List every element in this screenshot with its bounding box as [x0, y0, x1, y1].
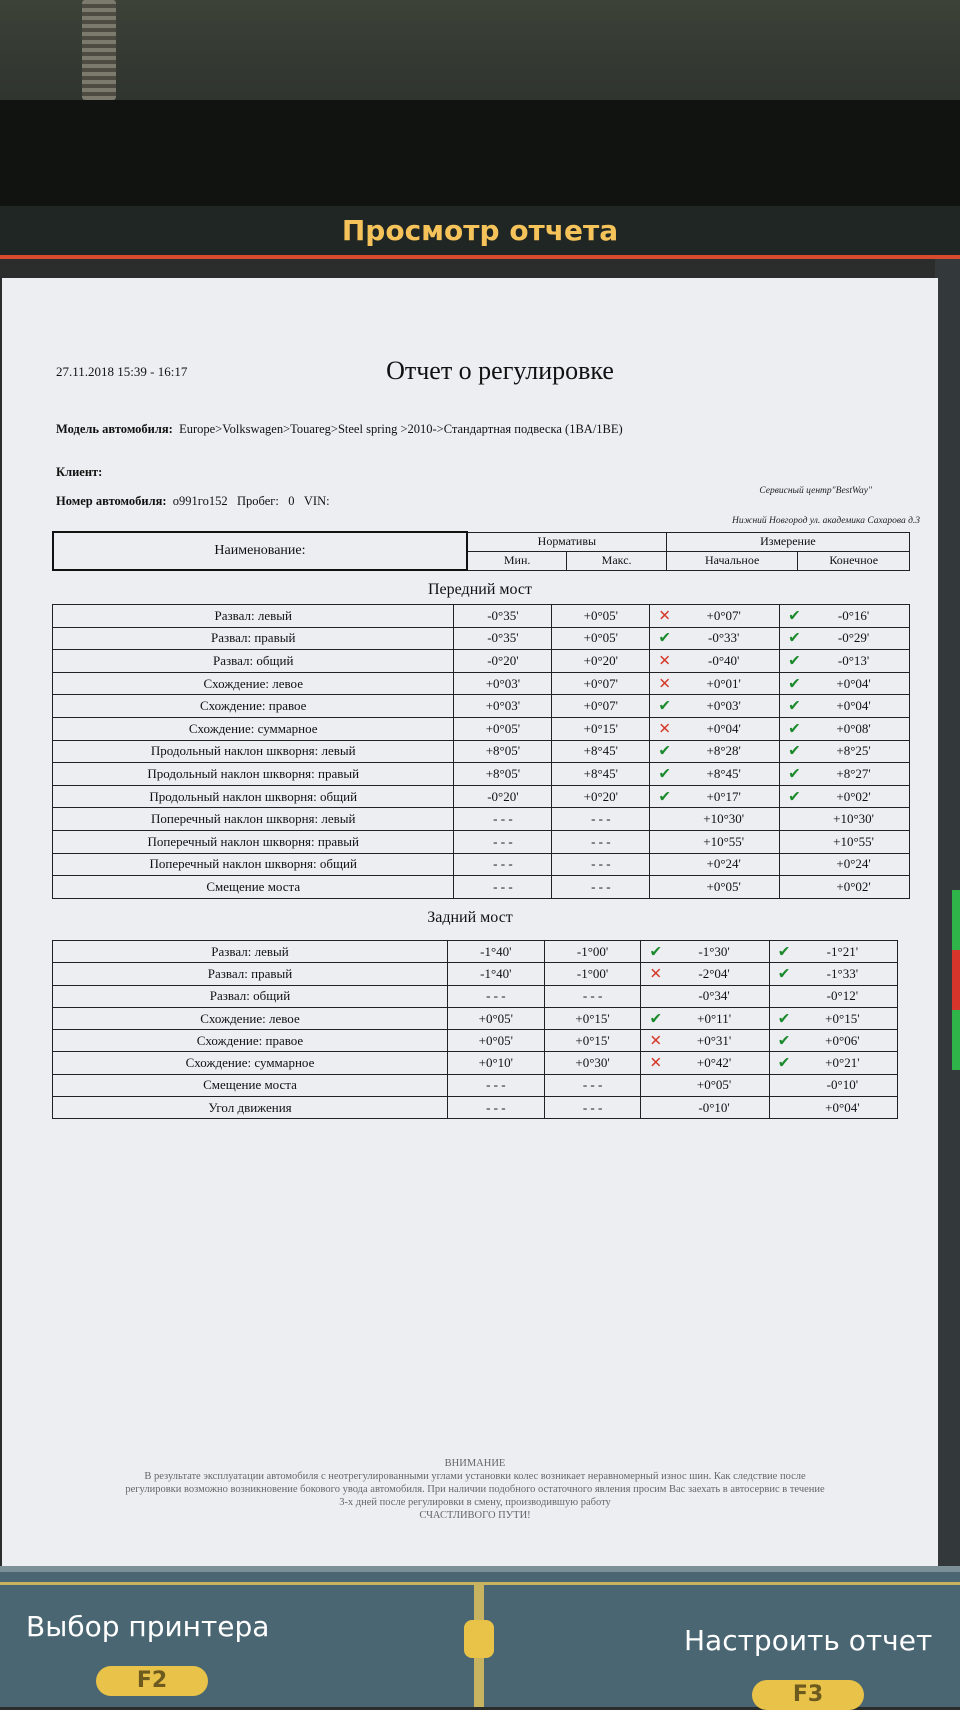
table-row [53, 876, 910, 899]
service-address: Нижний Новгород ул. академика Сахарова д.3 [732, 516, 920, 526]
table-row [53, 1097, 898, 1119]
app-header [0, 206, 960, 256]
measure-initial: -0°33' [708, 630, 740, 646]
table-row [53, 627, 910, 650]
col-min: Мин. [467, 551, 567, 570]
param-name-cell: Поперечный наклон шкворня: левый [53, 808, 454, 831]
col-norms: Нормативы [467, 532, 666, 551]
measure-final-cell [780, 785, 910, 808]
check-icon: ✔ [777, 1053, 791, 1072]
param-name-cell: Продольный наклон шкворня: общий [53, 785, 454, 808]
measure-final: +0°02' [836, 878, 871, 894]
check-icon: ✔ [658, 628, 671, 647]
norm-min-cell: - - - [447, 1074, 544, 1096]
select-printer-button[interactable]: Выбор принтера [26, 1610, 270, 1643]
measure-final: +0°24' [836, 856, 871, 872]
param-name-cell: Смещение моста [53, 1074, 448, 1096]
norm-max-cell: - - - [552, 853, 650, 876]
norm-max-cell: - - - [544, 985, 641, 1007]
measure-final-cell [769, 1052, 897, 1074]
norm-max-cell: +0°05' [552, 627, 650, 650]
check-icon: ✔ [788, 696, 801, 715]
measure-initial-cell [650, 650, 780, 673]
measure-final: -1°33' [826, 965, 859, 981]
table-row [53, 963, 898, 985]
param-name-cell: Поперечный наклон шкворня: общий [53, 853, 454, 876]
measure-final-cell [769, 985, 897, 1007]
background-bolt [82, 0, 116, 100]
table-row [53, 1007, 898, 1029]
warning-line-1: В результате эксплуатации автомобиля с неотрегулированными углами установки колес возникает неравномерный износ шин. Как следствие после [144, 1471, 806, 1482]
status-stripe-red [952, 950, 960, 1010]
plate-value: о991го152 [172, 494, 228, 508]
norm-min-cell: -0°35' [454, 627, 552, 650]
table-header [52, 531, 910, 571]
measure-initial: -0°34' [698, 988, 730, 1004]
measure-initial: +0°31' [696, 1032, 732, 1048]
check-icon: ✔ [658, 787, 671, 806]
report-page[interactable] [2, 278, 938, 1588]
table-row [53, 672, 910, 695]
warning-line-3: 3-х дней после регулировки в смену, производившую работу [339, 1497, 611, 1508]
norm-max-cell: +0°30' [544, 1052, 641, 1074]
norm-max-cell: - - - [544, 1097, 641, 1119]
check-icon: ✔ [788, 674, 801, 693]
measure-final-cell [780, 650, 910, 673]
norm-max-cell: +0°07' [552, 672, 650, 695]
norm-max-cell: +8°45' [552, 740, 650, 763]
measure-initial-cell [650, 717, 780, 740]
norm-min-cell: -1°40' [447, 963, 544, 985]
measure-initial: +0°17' [706, 788, 741, 804]
measure-final: +0°04' [836, 698, 871, 714]
cross-icon: ✕ [649, 1053, 663, 1072]
norm-min-cell: -0°35' [454, 605, 552, 628]
norm-min-cell: +0°05' [454, 717, 552, 740]
norm-max-cell: +8°45' [552, 763, 650, 786]
measure-initial-cell [650, 605, 780, 628]
norm-min-cell: - - - [454, 853, 552, 876]
table-row [53, 1052, 898, 1074]
measure-final-cell [780, 717, 910, 740]
param-name-cell: Поперечный наклон шкворня: правый [53, 830, 454, 853]
model-value: Europe>Volkswagen>Touareg>Steel spring >2010->Стандартная подвеска (1BA/1BE) [179, 422, 623, 436]
measure-final-cell [780, 808, 910, 831]
norm-max-cell: - - - [544, 1074, 641, 1096]
vehicle-plate [56, 494, 330, 509]
check-icon: ✔ [788, 764, 801, 783]
measure-initial-cell [641, 1097, 769, 1119]
check-icon: ✔ [788, 628, 801, 647]
norm-max-cell: +0°15' [544, 1030, 641, 1052]
measure-initial: +8°28' [706, 743, 741, 759]
measure-initial-cell [641, 941, 769, 963]
param-name-cell: Схождение: суммарное [53, 1052, 448, 1074]
norm-max-cell: - - - [552, 830, 650, 853]
measure-initial: +10°30' [703, 811, 745, 827]
status-stripe-green-2 [952, 1010, 960, 1070]
table-row [53, 985, 898, 1007]
col-final: Конечное [798, 551, 910, 570]
measure-final-cell [769, 1030, 897, 1052]
param-name-cell: Развал: левый [53, 941, 448, 963]
measure-final: -1°21' [826, 943, 859, 959]
measure-initial-cell [650, 808, 780, 831]
measure-initial-cell [650, 695, 780, 718]
vin-label: VIN: [303, 494, 330, 508]
check-icon: ✔ [658, 696, 671, 715]
check-icon: ✔ [777, 1009, 791, 1028]
norm-min-cell: - - - [447, 985, 544, 1007]
table-row [53, 650, 910, 673]
configure-report-button[interactable]: Настроить отчет [684, 1624, 933, 1657]
warning-note [60, 1457, 890, 1522]
measure-final: -0°29' [837, 630, 870, 646]
mileage-value: 0 [288, 494, 295, 508]
measure-initial-cell [650, 763, 780, 786]
measure-final-cell [769, 941, 897, 963]
measure-initial: +0°07' [706, 607, 741, 623]
measure-initial: +0°03' [706, 698, 741, 714]
measure-final-cell [769, 1074, 897, 1096]
measure-final-cell [780, 605, 910, 628]
measure-final-cell [780, 876, 910, 899]
measure-final: +8°25' [836, 743, 871, 759]
check-icon: ✔ [649, 1009, 663, 1028]
param-name-cell: Схождение: левое [53, 1007, 448, 1029]
client-label: Клиент: [56, 465, 103, 479]
warning-line-2: регулировки возможно возникновение бокового увода автомобиля. При наличии подобного остаточного явления просим Вас заехать в автосервис в течение [125, 1484, 825, 1495]
norm-min-cell: - - - [454, 830, 552, 853]
col-measurement: Измерение [666, 532, 909, 551]
param-name-cell: Развал: левый [53, 605, 454, 628]
measure-initial: +0°42' [696, 1055, 732, 1071]
col-max: Макс. [567, 551, 666, 570]
norm-max-cell: -1°00' [544, 963, 641, 985]
measure-final-cell [780, 695, 910, 718]
measure-initial-cell [641, 1030, 769, 1052]
norm-min-cell: +0°03' [454, 672, 552, 695]
measure-initial-cell [650, 785, 780, 808]
norm-max-cell: - - - [552, 808, 650, 831]
measure-final: -0°13' [837, 652, 870, 668]
table-row [53, 830, 910, 853]
param-name-cell: Схождение: правое [53, 1030, 448, 1052]
measure-final-cell [769, 963, 897, 985]
measure-initial: -1°30' [698, 943, 730, 959]
norm-max-cell: +0°20' [552, 650, 650, 673]
measure-final: +8°27' [836, 765, 871, 781]
check-icon: ✔ [777, 942, 791, 961]
measure-initial: +0°24' [706, 856, 741, 872]
table-row [53, 717, 910, 740]
measure-initial-cell [641, 1074, 769, 1096]
client [56, 465, 102, 480]
measure-final-cell [769, 1007, 897, 1029]
measure-final-cell [769, 1097, 897, 1119]
measure-final: -0°12' [826, 988, 859, 1004]
table-row [53, 941, 898, 963]
measure-final-cell [780, 740, 910, 763]
front-axle-title: Передний мост [428, 581, 532, 598]
measure-initial-cell [641, 1007, 769, 1029]
check-icon: ✔ [777, 1031, 791, 1050]
param-name-cell: Продольный наклон шкворня: правый [53, 763, 454, 786]
param-name-cell: Развал: правый [53, 627, 454, 650]
measure-final-cell [780, 830, 910, 853]
norm-min-cell: - - - [447, 1097, 544, 1119]
param-name-cell: Схождение: правое [53, 695, 454, 718]
norm-max-cell: +0°20' [552, 785, 650, 808]
norm-max-cell: - - - [552, 876, 650, 899]
measure-initial: +0°11' [697, 1010, 732, 1026]
measure-final: +0°04' [825, 1099, 860, 1115]
param-name-cell: Угол движения [53, 1097, 448, 1119]
rear-axle-table [52, 940, 898, 1119]
norm-min-cell: +8°05' [454, 763, 552, 786]
param-name-cell: Развал: общий [53, 650, 454, 673]
check-icon: ✔ [788, 651, 801, 670]
cross-icon: ✕ [649, 1031, 663, 1050]
col-initial: Начальное [666, 551, 798, 570]
measure-initial-cell [641, 963, 769, 985]
measure-initial: +8°45' [706, 765, 741, 781]
front-axle-table [52, 604, 910, 899]
norm-min-cell: +0°05' [447, 1030, 544, 1052]
table-row [53, 1030, 898, 1052]
measure-initial: +0°05' [706, 878, 741, 894]
norm-min-cell: +0°05' [447, 1007, 544, 1029]
param-name-cell: Смещение моста [53, 876, 454, 899]
norm-max-cell: +0°15' [544, 1007, 641, 1029]
status-stripe-green [952, 890, 960, 950]
measure-initial: +0°05' [696, 1077, 732, 1093]
check-icon: ✔ [788, 787, 801, 806]
measure-final-cell [780, 763, 910, 786]
measure-final: +0°06' [825, 1032, 860, 1048]
norm-min-cell: -0°20' [454, 650, 552, 673]
plate-label: Номер автомобиля: [56, 494, 167, 508]
table-row [53, 763, 910, 786]
measure-initial: +0°04' [706, 720, 741, 736]
measure-initial-cell [650, 672, 780, 695]
measure-initial-cell [650, 853, 780, 876]
warning-line-4: СЧАСТЛИВОГО ПУТИ! [419, 1510, 531, 1521]
param-name-cell: Схождение: левое [53, 672, 454, 695]
norm-min-cell: +0°10' [447, 1052, 544, 1074]
measure-initial-cell [650, 830, 780, 853]
measure-initial-cell [650, 740, 780, 763]
measure-initial-cell [650, 876, 780, 899]
check-icon: ✔ [788, 719, 801, 738]
measure-initial: -0°40' [708, 652, 740, 668]
measure-initial: +10°55' [703, 833, 745, 849]
measure-final: +10°30' [833, 811, 874, 827]
cross-icon: ✕ [649, 964, 663, 983]
measure-final: +10°55' [833, 833, 874, 849]
vehicle-model [56, 421, 696, 437]
report-date: 27.11.2018 15:39 - 16:17 [56, 364, 188, 379]
norm-min-cell: - - - [454, 876, 552, 899]
param-name-cell: Схождение: суммарное [53, 717, 454, 740]
measure-final: +0°15' [825, 1010, 860, 1026]
table-row [53, 740, 910, 763]
norm-max-cell: -1°00' [544, 941, 641, 963]
measure-final-cell [780, 853, 910, 876]
table-row [53, 1074, 898, 1096]
measure-final: -0°10' [826, 1077, 859, 1093]
measure-final: -0°16' [837, 607, 870, 623]
param-name-cell: Развал: правый [53, 963, 448, 985]
rear-axle-title: Задний мост [427, 909, 513, 926]
cross-icon: ✕ [658, 606, 671, 625]
norm-min-cell: - - - [454, 808, 552, 831]
service-center: Сервисный центр"BestWay" [759, 486, 872, 496]
table-row [53, 605, 910, 628]
check-icon: ✔ [777, 964, 791, 983]
norm-min-cell: -0°20' [454, 785, 552, 808]
measure-final-cell [780, 672, 910, 695]
param-name-cell: Развал: общий [53, 985, 448, 1007]
col-name: Наименование: [53, 532, 467, 570]
measure-initial-cell [650, 627, 780, 650]
model-label: Модель автомобиля: [56, 422, 173, 436]
norm-max-cell: +0°05' [552, 605, 650, 628]
f3-key-badge[interactable]: F3 [752, 1680, 864, 1710]
report-title: Отчет о регулировке [386, 356, 614, 385]
mileage-label: Пробег: [237, 494, 279, 508]
measure-final: +0°04' [836, 675, 871, 691]
table-row [53, 808, 910, 831]
param-name-cell: Продольный наклон шкворня: левый [53, 740, 454, 763]
norm-max-cell: +0°15' [552, 717, 650, 740]
check-icon: ✔ [649, 942, 663, 961]
check-icon: ✔ [658, 741, 671, 760]
norm-min-cell: -1°40' [447, 941, 544, 963]
monitor-bezel-top [0, 100, 960, 210]
cross-icon: ✕ [658, 651, 671, 670]
monitor-surroundings [0, 0, 960, 105]
cross-icon: ✕ [658, 674, 671, 693]
warning-title: ВНИМАНИЕ [444, 1458, 506, 1469]
norm-max-cell: +0°07' [552, 695, 650, 718]
norm-min-cell: +8°05' [454, 740, 552, 763]
norm-min-cell: +0°03' [454, 695, 552, 718]
check-icon: ✔ [658, 764, 671, 783]
measure-final: +0°08' [836, 720, 871, 736]
app-title: Просмотр отчета [341, 214, 619, 247]
footer-separator-knob [464, 1620, 494, 1658]
measure-initial-cell [641, 1052, 769, 1074]
f2-key-badge[interactable]: F2 [96, 1666, 208, 1696]
measure-final: +0°21' [825, 1055, 860, 1071]
cross-icon: ✕ [658, 719, 671, 738]
check-icon: ✔ [788, 741, 801, 760]
measure-final-cell [780, 627, 910, 650]
measure-initial: -2°04' [698, 965, 730, 981]
table-row [53, 785, 910, 808]
check-icon: ✔ [788, 606, 801, 625]
measure-final: +0°02' [836, 788, 871, 804]
measure-initial: +0°01' [706, 675, 741, 691]
table-row [53, 695, 910, 718]
header-divider [0, 255, 960, 259]
table-row [53, 853, 910, 876]
measure-initial-cell [641, 985, 769, 1007]
measure-initial: -0°10' [698, 1099, 730, 1115]
